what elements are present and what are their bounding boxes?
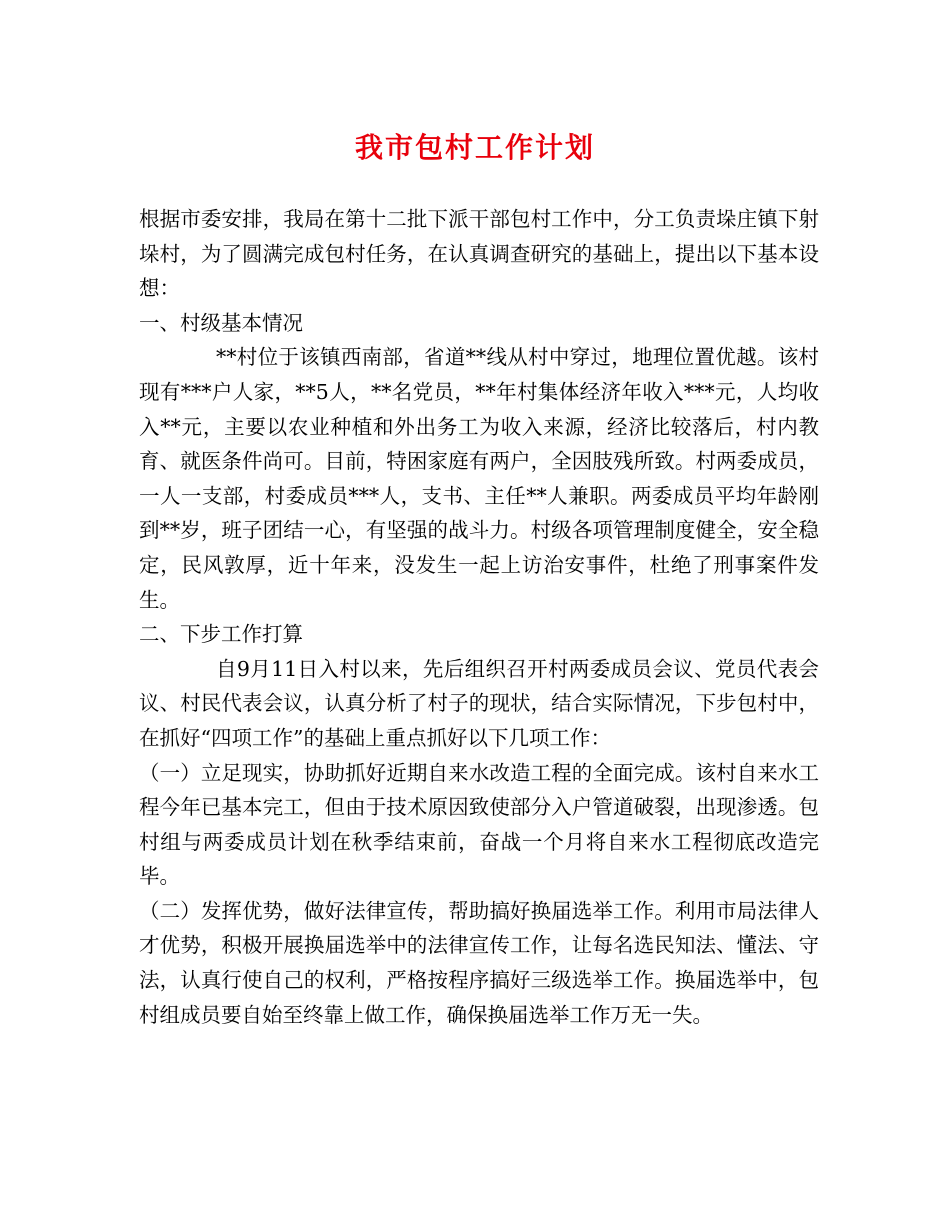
section-1-paragraph: **村位于该镇西南部，省道**线从村中穿过，地理位置优越。该村现有***户人家，**5人，**名党员，**年村集体经济年收入***元，人均收入**元，主要以农业种植和外出务工为收入来源，经济比较落后，村内教育、就医条件尚可。目前，特困家庭有两户，全因肢残所致。村两委成员，一人一支部，村委成员***人，支书、主任**人兼职。两委成员平均年龄刚到**岁，班子团结一心，有坚强的战斗力。村级各项管理制度健全，安全稳定，民风敦厚，近十年来，没发生一起上访治安事件，杜绝了刑事案件发生。 — [139, 345, 819, 612]
document-body — [139, 202, 819, 1032]
section-heading-1: 一、村级基本情况 — [139, 310, 303, 335]
item-2-paragraph: （二）发挥优势，做好法律宣传，帮助搞好换届选举工作。利用市局法律人才优势，积极开展换届选举中的法律宣传工作，让每名选民知法、懂法、守法，认真行使自己的权利，严格按程序搞好三级选举工作。换届选举中，包村组成员要自始至终靠上做工作，确保换届选举工作万无一失。 — [139, 898, 819, 1027]
page-title: 我市包村工作计划 — [354, 131, 595, 164]
section-heading-2: 二、下步工作打算 — [139, 622, 303, 647]
item-1-paragraph: （一）立足现实，协助抓好近期自来水改造工程的全面完成。该村自来水工程今年已基本完工，但由于技术原因致使部分入户管道破裂，出现渗透。包村组与两委成员计划在秋季结束前，奋战一个月将自来水工程彻底改造完毕。 — [139, 760, 819, 889]
intro-paragraph: 根据市委安排，我局在第十二批下派干部包村工作中，分工负责垛庄镇下射垛村，为了圆满完成包村任务，在认真调查研究的基础上，提出以下基本设想： — [139, 207, 819, 301]
section-2-paragraph: 自9月11日入村以来，先后组织召开村两委成员会议、党员代表会议、村民代表会议，认真分析了村子的现状，结合实际情况，下步包村中，在抓好“四项工作”的基础上重点抓好以下几项工作： — [139, 656, 819, 750]
